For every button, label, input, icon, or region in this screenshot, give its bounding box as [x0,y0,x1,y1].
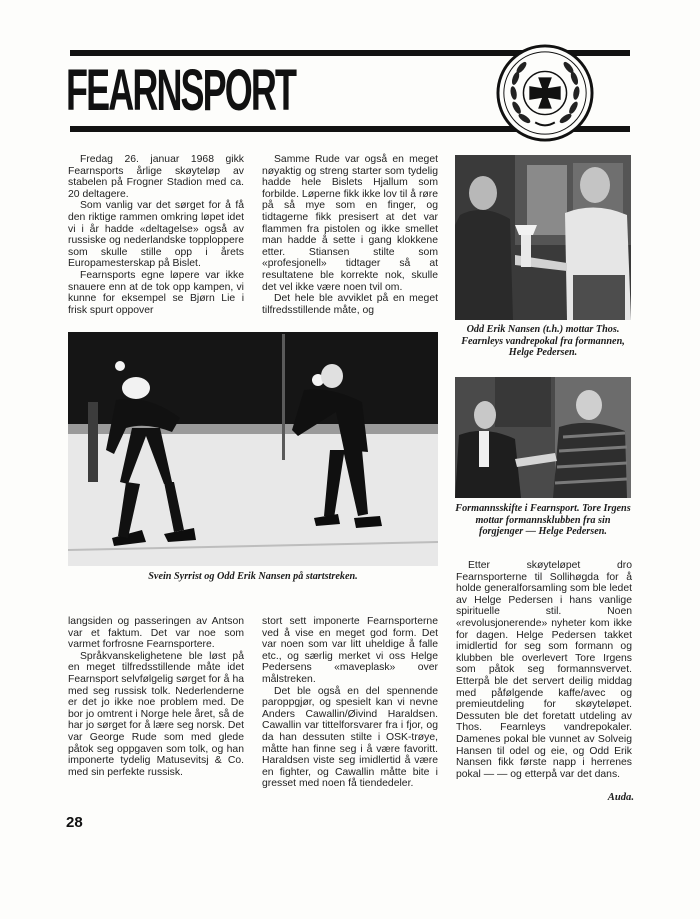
article-col2-bottom [262,616,438,790]
caption-skaters: Svein Syrrist og Odd Erik Nansen på startstreken. [148,571,358,582]
photo-skaters-start [68,332,438,566]
photo-trophy-presentation [455,155,631,320]
paragraph: Som vanlig var det sørget for å få den riktige rammen omkring løpet idet vi i år hadde «deltagelse» også av russiske og nederlandske topploppere som skulle stille opp i årets Europamesterskap på Bislet. [68,200,244,270]
paragraph: Det ble også en del spennende paroppgjør, og spesielt kan vi nevne Anders Cawallin/Øivind Haraldsen. Cawallin var tittelforsvarer fra i fjor, og da han dessuten stilte i OSK-trøye, måtte han finne seg i å være favoritt. Haraldsen viste seg imidlertid å være en fighter, og Cawallin måtte bite i gresset med noen få tiendedeler. [262,685,438,790]
paragraph: Språkvanskelighetene ble løst på en meget tilfredsstillende måte idet Fearnsport selvfølgelig sørget for å ha med seg russisk tolk. Nederlenderne er det jo ikke noe problem med. De bor jo omtrent i Norge hele året, så de har jo sørget for å lære seg norsk. Det var George Rude som med glede påtok seg oppgaven som tolk, og han imponerte tydelig Matusevitsj & Co. med sin perfekte russisk. [68,650,244,778]
paragraph: Samme Rude var også en meget nøyaktig og streng starter som tydelig hadde hele Bislets Hjallum som forbilde. Løperne fikk ikke lov til å røre på så mye som en finger, og tidtagerne fikk presisert at det var flammen fra pistolen og ikke smellet man hadde å sette i gang klokkene etter. Stiansen stilte som «profesjonell» tidtager så at resultatene ble korrekte nok, skulle det vel ikke være noen tvil om. [262,154,438,293]
paragraph: Fredag 26. januar 1968 gikk Fearnsports årlige skøyteløp av stabelen på Frogner Stadion med ca. 20 deltagere. [68,154,244,200]
page-title: FEARNSPORT [66,58,296,123]
article-col3-bottom [456,560,632,780]
author-signature: Auda. [607,792,634,803]
paragraph: Fearnsports egne løpere var ikke snauere enn at de tok opp kampen, vi kunne for eksempel se Bjørn Lie i frisk spurt oppover [68,269,244,316]
caption-trophy: Odd Erik Nansen (t.h.) mottar Thos. Fearnleys vandrepokal fra formannen, Helge Pedersen. [461,324,625,359]
article-col1-bottom [68,616,244,778]
caption-handover: Formannsskifte i Fearnsport. Tore Irgens mottar formannsklubben fra sin forgjenger — Helge Pedersen. [455,503,631,538]
photo-chairmanship-handover [455,377,631,498]
paragraph: langsiden og passeringen av Antson var et faktum. Det var noe som varmet forfrosne Fearnsportere. [68,616,244,651]
paragraph: stort sett imponerte Fearnsporterne ved å vise en meget god form. Det var noen som var litt uheldige å falle etc., og særlig merket vi oss Helge Pedersens «maveplask» over målstreken. [262,616,438,685]
laurel-wreath-cross-emblem-icon [496,44,594,142]
paragraph: Det hele ble avviklet på en meget tilfredsstillende måte, og [262,293,438,316]
page-number: 28 [66,814,83,831]
article-col1-top [68,154,244,316]
article-col2-top [262,154,438,316]
paragraph: Etter skøyteløpet dro Fearnsporterne til Sollihøgda for å holde generalforsamling som ble ledet av Helge Pedersen i hans vanlige spirituelle stil. Noen «revolusjonerende» nyheter kom ikke for dagen. Helge Pedersen takket imidlertid for seg som formann og klubben ble overlevert Tore Irgens som påtok seg formannsvervet. Etterpå ble det servert deilig middag med påfølgende kaffe/avec og premieutdeling for skøyteløpet. Dessuten ble det foretatt utdeling av Thos. Fearnleys vandrepokaler. Damenes pokal ble vunnet av Solveig Hansen til odel og eie, og Odd Erik Nansen fikk første napp i herrenes pokal — — og etterpå var det dans. [456,560,632,780]
